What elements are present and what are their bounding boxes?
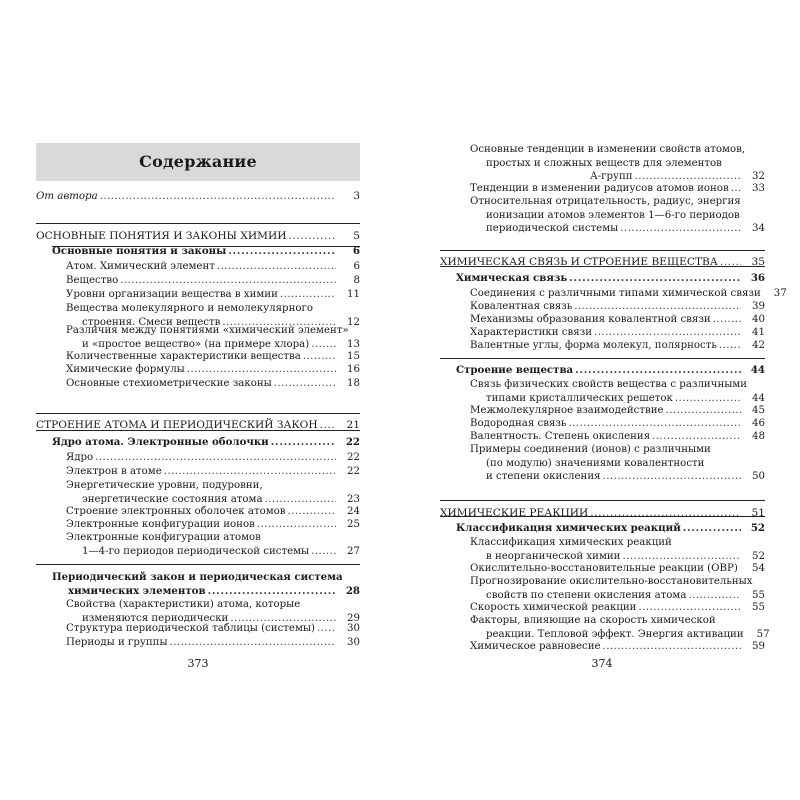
leader-dots: [603, 640, 741, 654]
toc-page-number: 30: [347, 623, 360, 634]
leader-dots: [271, 436, 336, 450]
leader-dots: [569, 272, 741, 286]
toc-entry: [66, 465, 360, 479]
toc-page-number: 22: [347, 452, 360, 463]
toc-entry-title: А-групп: [590, 171, 633, 182]
toc-page-number: 3: [353, 191, 360, 202]
toc-entry-title: (по модулю) значениями ковалентности: [486, 457, 705, 469]
leader-dots: [622, 550, 741, 564]
toc-entry-title: изменяются периодически: [82, 612, 229, 624]
toc-entry: [66, 505, 360, 519]
leader-dots: [720, 256, 741, 270]
toc-entry-title: Классификация химических реакций: [456, 522, 681, 534]
toc-entry: [470, 143, 765, 184]
leader-dots: [265, 493, 336, 507]
toc-page-number: 18: [347, 378, 360, 389]
toc-page-number: 44: [750, 364, 765, 376]
leader-dots: [652, 430, 741, 444]
toc-entry: [470, 378, 765, 405]
leader-dots: [288, 230, 336, 244]
toc-entry-title: Вещество: [66, 275, 119, 286]
toc-page-number: 40: [752, 314, 765, 325]
toc-page-number: 33: [752, 183, 765, 194]
leader-dots: [620, 222, 741, 236]
toc-entry-title: периодической системы: [486, 223, 619, 234]
toc-page-number: 41: [752, 327, 765, 338]
toc-entry-title: энергетические состояния атома: [82, 493, 263, 505]
toc-entry: [52, 245, 360, 259]
toc-entry-title: Механизмы образования ковалентной связи: [470, 314, 711, 325]
leader-dots: [603, 470, 741, 484]
toc-entry-title: 1—4-го периодов периодической системы: [82, 545, 310, 557]
leader-dots: [280, 288, 336, 302]
toc-entry: [470, 601, 765, 615]
divider: [36, 223, 360, 224]
toc-entry-title: реакции. Тепловой эффект. Энергия активации: [486, 628, 744, 640]
toc-entry-title: Валентные углы, форма молекул, полярность: [470, 340, 717, 351]
leader-dots: [288, 505, 336, 519]
toc-page-number: 24: [347, 506, 360, 517]
leader-dots: [683, 522, 741, 536]
page-number: 374: [591, 657, 613, 670]
toc-entry: [456, 272, 765, 286]
toc-entry-title: Основные стехиометрические законы: [66, 378, 272, 389]
toc-entry-title: простых и сложных веществ для элементов: [486, 157, 722, 169]
divider: [36, 564, 360, 565]
toc-entry-title: Структура периодической таблицы (системы): [66, 623, 315, 634]
toc-entry-title: Периодический закон и периодическая система: [52, 571, 343, 583]
divider: [440, 358, 765, 359]
toc-page-number: 42: [752, 340, 765, 351]
toc-page-number: 48: [752, 431, 765, 442]
toc-page-number: 54: [752, 563, 765, 574]
toc-entry: [470, 562, 765, 576]
leader-dots: [719, 339, 741, 353]
toc-entry: [66, 598, 360, 625]
toc-page-number: 52: [750, 522, 765, 534]
toc-entry-title: Факторы, влияющие на скорость химической: [470, 615, 716, 626]
toc-entry-title: Химическая связь: [456, 272, 568, 284]
leader-dots: [100, 190, 336, 204]
toc-page-number: 34: [752, 223, 765, 234]
leader-dots: [208, 585, 336, 599]
toc-entry-title: в неорганической химии: [486, 550, 621, 562]
toc-page-number: 16: [347, 364, 360, 375]
toc-page-number: 25: [347, 519, 360, 530]
toc-entry: [66, 324, 360, 351]
leader-dots: [666, 404, 741, 418]
toc-page-number: 6: [353, 261, 360, 272]
toc-entry: [66, 288, 360, 302]
leader-dots: [120, 274, 336, 288]
toc-page-number: 59: [752, 641, 765, 652]
toc-entry-title: Основные понятия и законы: [52, 245, 227, 257]
toc-entry: [66, 260, 360, 274]
toc-page-number: 5: [353, 230, 360, 242]
toc-page-number: 39: [752, 301, 765, 312]
toc-page-number: 50: [752, 471, 765, 482]
toc-entry-title: ОСНОВНЫЕ ПОНЯТИЯ И ЗАКОНЫ ХИМИИ: [36, 230, 287, 242]
toc-entry: [440, 507, 765, 521]
toc-entry: [470, 404, 765, 418]
toc-entry-title: ХИМИЧЕСКИЕ РЕАКЦИИ: [440, 507, 589, 519]
toc-entry: [66, 451, 360, 465]
toc-page-number: 15: [347, 351, 360, 362]
toc-entry: [36, 230, 360, 244]
toc-entry: [456, 522, 765, 536]
toc-entry: [470, 575, 765, 602]
toc-entry-title: Прогнозирование окислительно-восстановительных: [470, 576, 753, 587]
toc-entry-title: Соединения с различными типами химической связи: [470, 288, 761, 299]
toc-entry: [470, 287, 787, 301]
toc-page-number: 21: [346, 419, 360, 431]
toc-page-number: 55: [752, 602, 765, 613]
toc-page-number: 28: [345, 584, 360, 597]
toc-entry: [66, 350, 360, 364]
toc-page-number: 37: [773, 288, 787, 299]
toc-page-number: 46: [752, 418, 765, 429]
toc-entry-title: Химические формулы: [66, 364, 185, 375]
toc-entry-title: Ядро атома. Электронные оболочки: [52, 436, 269, 448]
toc-entry-title: Электрон в атоме: [66, 466, 162, 477]
leader-dots: [217, 260, 336, 274]
leader-dots: [594, 326, 741, 340]
leader-dots: [228, 245, 336, 259]
toc-entry: [66, 377, 360, 391]
leader-dots: [590, 507, 741, 521]
leader-dots: [257, 518, 336, 532]
toc-page-number: 36: [750, 272, 765, 284]
toc-entry-title: Ковалентная связь: [470, 301, 573, 312]
toc-entry: [66, 363, 360, 377]
toc-entry-title: и «простое вещество» (на примере хлора): [82, 338, 310, 350]
contents-title: Содержание: [36, 143, 360, 181]
toc-entry-title: и степени окисления: [486, 471, 601, 482]
toc-entry: [470, 640, 765, 654]
toc-entry: [36, 190, 360, 204]
toc-entry: [66, 636, 360, 650]
toc-entry-title: Химическое равновесие: [470, 641, 601, 652]
toc-entry-title: Примеры соединений (ионов) с различными: [470, 444, 711, 455]
toc-entry-title: Энергетические уровни, подуровни,: [66, 480, 263, 491]
toc-entry-title: Классификация химических реакций: [470, 537, 672, 548]
toc-entry: [470, 339, 765, 353]
toc-entry-title: Окислительно-восстановительные реакции (ОВР): [470, 563, 738, 574]
leader-dots: [187, 363, 336, 377]
leader-dots: [317, 622, 336, 636]
toc-entry-title: ионизации атомов элементов 1—6-го периодов: [486, 209, 740, 221]
toc-entry: [456, 364, 765, 378]
toc-entry-title: химических элементов: [68, 584, 206, 597]
toc-entry-title: Относительная отрицательность, радиус, энергия: [470, 196, 741, 207]
toc-entry: [470, 536, 765, 563]
leader-dots: [95, 451, 336, 465]
toc-entry-title: Строение вещества: [456, 364, 574, 376]
toc-page-number: 35: [751, 256, 765, 268]
toc-entry: [66, 274, 360, 288]
toc-entry-title: Уровни организации вещества в химии: [66, 289, 278, 300]
leader-dots: [303, 350, 336, 364]
toc-page-number: 30: [347, 637, 360, 648]
divider: [440, 250, 765, 251]
toc-entry-title: Электронные конфигурации атомов: [66, 532, 261, 543]
toc-entry-title: Различия между понятиями «химический элемент»: [66, 325, 349, 336]
toc-page-number: 44: [752, 392, 765, 404]
toc-entry-title: Водородная связь: [470, 418, 567, 429]
toc-entry-title: Скорость химической реакции: [470, 602, 637, 613]
toc-entry-title: Межмолекулярное взаимодействие: [470, 405, 664, 416]
toc-page-number: 32: [752, 171, 765, 182]
toc-entry: [440, 256, 765, 270]
toc-entry-title: Основные тенденции в изменении свойств атомов,: [470, 144, 746, 155]
leader-dots: [311, 338, 336, 352]
toc-page-number: 22: [347, 466, 360, 477]
toc-page-number: 29: [347, 612, 360, 624]
leader-dots: [688, 589, 741, 603]
toc-page-number: 12: [347, 316, 360, 328]
toc-entry: [470, 300, 765, 314]
leader-dots: [575, 364, 741, 378]
toc-entry-title: Ядро: [66, 452, 94, 463]
toc-page-number: 57: [756, 628, 770, 640]
toc-entry-title: Количественные характеристики вещества: [66, 351, 301, 362]
leader-dots: [320, 419, 336, 433]
toc-page-number: 27: [347, 545, 360, 557]
toc-entry: [66, 531, 360, 558]
toc-entry-title: Характеристики связи: [470, 327, 593, 338]
toc-page-number: 45: [752, 405, 765, 416]
toc-entry-title: Валентность. Степень окисления: [470, 431, 651, 442]
leader-dots: [170, 636, 336, 650]
toc-entry-title: ХИМИЧЕСКАЯ СВЯЗЬ И СТРОЕНИЕ ВЕЩЕСТВА: [440, 256, 718, 268]
toc-entry: [66, 518, 360, 532]
leader-dots: [638, 601, 741, 615]
toc-entry-title: Связь физических свойств вещества с различными: [470, 379, 748, 390]
page-number: 373: [187, 657, 209, 670]
leader-dots: [713, 313, 741, 327]
toc-entry-title: типами кристаллических решеток: [486, 392, 673, 404]
toc-entry: [470, 326, 765, 340]
leader-dots: [568, 417, 741, 431]
toc-entry-title: Свойства (характеристики) атома, которые: [66, 599, 301, 610]
toc-entry: [66, 622, 360, 636]
toc-entry: [470, 195, 765, 236]
toc-page-number: 11: [347, 289, 360, 300]
toc-entry: [470, 430, 765, 444]
toc-entry: [470, 182, 765, 196]
toc-entry: [470, 614, 770, 641]
toc-entry: [470, 313, 765, 327]
divider: [36, 413, 360, 414]
leader-dots: [731, 182, 741, 196]
toc-page-number: 13: [347, 338, 360, 350]
toc-entry-title: Атом. Химический элемент: [66, 261, 215, 272]
toc-entry-title: строения. Смеси веществ: [82, 316, 221, 328]
toc-entry: [470, 443, 765, 484]
toc-page-number: 22: [345, 436, 360, 448]
divider: [440, 500, 765, 501]
toc-entry-title: СТРОЕНИЕ АТОМА И ПЕРИОДИЧЕСКИЙ ЗАКОН: [36, 419, 318, 431]
leader-dots: [740, 562, 741, 576]
toc-entry-title: свойств по степени окисления атома: [486, 589, 687, 601]
toc-entry-title: Тенденции в изменении радиусов атомов ионов: [470, 183, 729, 194]
toc-entry-title: Строение электронных оболочек атомов: [66, 506, 286, 517]
toc-page-number: 6: [352, 245, 360, 257]
leader-dots: [311, 545, 336, 559]
toc-entry-title: Вещества молекулярного и немолекулярного: [66, 303, 313, 314]
toc-entry: [470, 417, 765, 431]
toc-entry-title: От автора: [36, 191, 98, 202]
leader-dots: [675, 392, 741, 406]
leader-dots: [274, 377, 336, 391]
toc-page-number: 8: [353, 275, 360, 286]
toc-page-number: 23: [347, 493, 360, 505]
toc-entry: [52, 436, 360, 450]
toc-entry: [52, 571, 360, 598]
leader-dots: [164, 465, 336, 479]
toc-entry: [36, 419, 360, 433]
leader-dots: [574, 300, 741, 314]
toc-page-number: 52: [752, 550, 765, 562]
toc-entry: [66, 479, 360, 506]
toc-entry-title: Электронные конфигурации ионов: [66, 519, 255, 530]
toc-entry-title: Периоды и группы: [66, 637, 168, 648]
toc-page-number: 55: [752, 589, 765, 601]
toc-page-number: 51: [751, 507, 765, 519]
